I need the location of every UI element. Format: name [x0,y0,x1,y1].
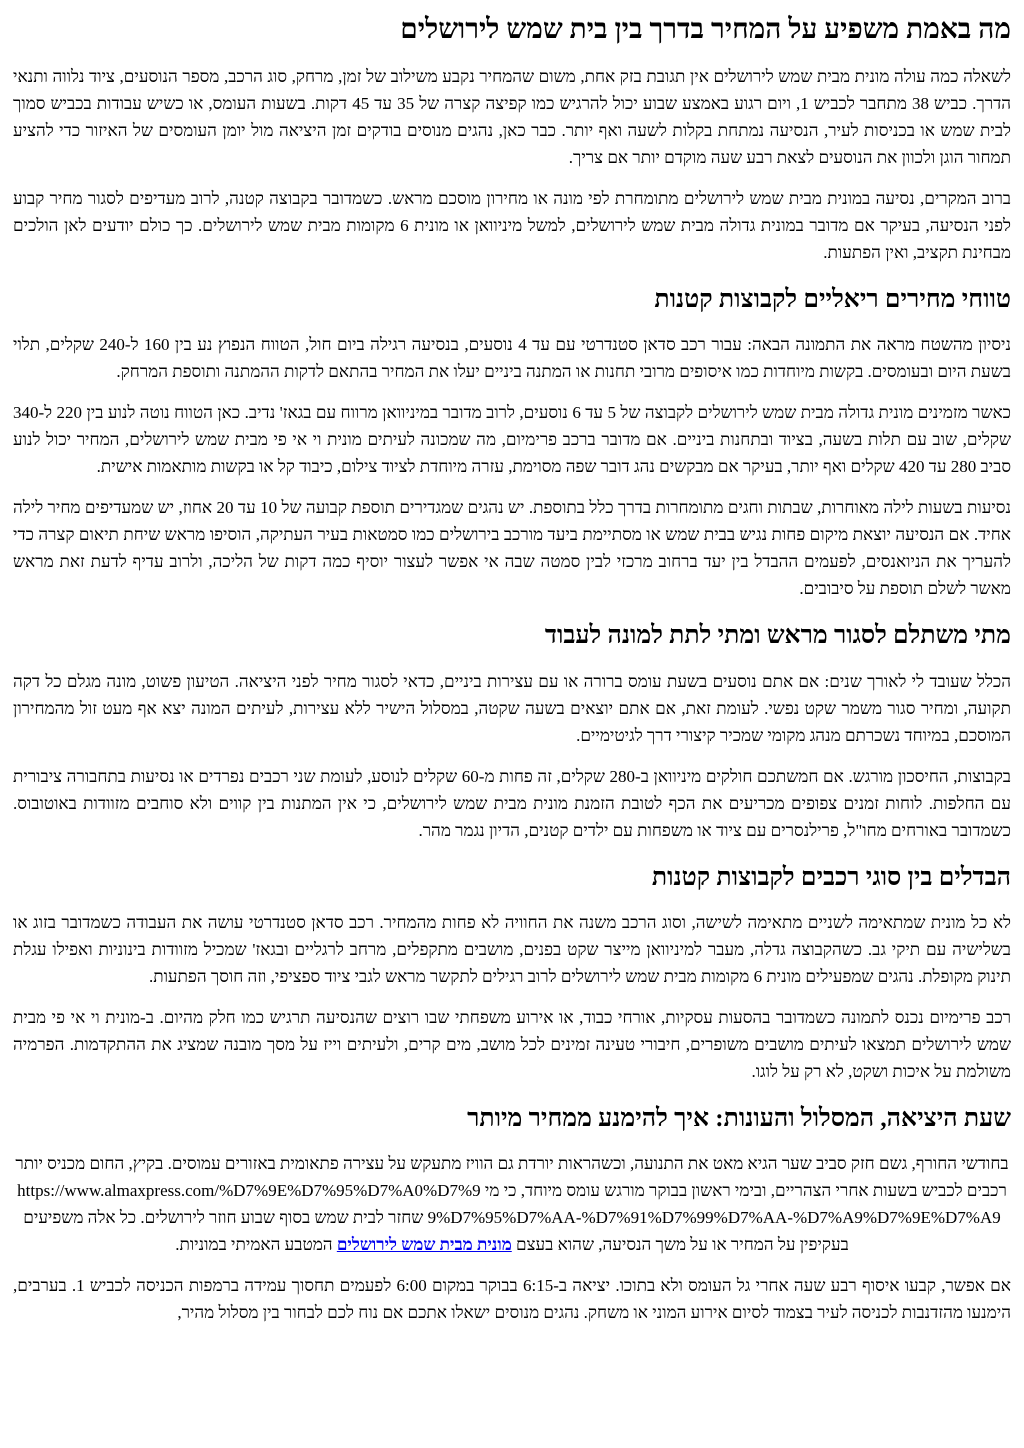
fixed-price-rule-paragraph: הכלל שעובד לי לאורך שנים: אם אתם נוסעים בשעת עומס ברורה או עם עצירות ביניים, כדאי לסגור מחיר לפני היציאה. הטיעון פשוט, מונה מגלם כל דקה תקועה, ומחיר סגור משמר שקט נפשי. לעומת זאת, אם אתם יוצאים בשעה שקטה, במסלול הישיר ללא עצירות, לעיתים המונה יצא אף מעט זול מהמחירון המוסכם, במיוחד נשכרתם מנהג מקומי שמכיר קיצורי דרך לגיטימיים. [13,671,1011,745]
premium-vehicle-paragraph: רכב פרימיום נכנס לתמונה כשמדובר בהסעות עסקיות, אורחי כבוד, או אירוע משפחתי שבו רוצים שהנסיעה תרגיש כמו חלק מהיום. ב-מונית וי אי פי מבית שמש לירושלים תמצאו לעיתים מושבים משופרים, חיבורי טעינה זמינים לכל מושב, מים קרים, ולעיתים וייז על מסך מובנה שמציג את ההתקדמות. הפרמיה משולמת על איכות ושקט, לא רק על לוגו. [13,1007,1011,1081]
taxi-service-link[interactable]: מונית מבית שמש לירושלים [336,1235,512,1254]
closing-tips-paragraph: אם אפשר, קבעו איסוף רבע שעה אחרי גל העומס ולא בתוכו. יציאה ב-6:15 בבוקר במקום 6:00 לפעמים תחסוך עמידה ברמפות הכניסה לכביש 1. בערבים, הימנעו מהזדנבות לכניסה לעיר בצמוד לסיום אירוע המוני או משחק. נהגים מנוסים ישאלו אתכם אם נוח לכם לבחור בין מסלול מהיר, [13,1276,1011,1322]
group-savings-paragraph: בקבוצות, החיסכון מורגש. אם חמשתכם חולקים מיניוואן ב-280 שקלים, זה פחות מ-60 שקלים לנוסע, לעומת שני רכבים נפרדים או נסיעות בתחבורה ציבורית עם החלפות. לוחות זמנים צפופים מכריעים את הכף לטובת הזמנת מונית מבית שמש לירושלים, כי אין המתנות בין קווים ולא סוחבים מזוודות באוטובוס. כשמדובר באורחים מחו"ל, פרילנסרים עם ציוד או משפחות עם ילדים קטנים, הדיון נגמר מהר. [13,766,1011,840]
seasonal-traffic-paragraph [13,1150,1011,1258]
external-url-text: https://www.almaxpress.com/%D7%9E%D7%95%D7%A0%D7%99%D7%95%D7%AA-%D7%91%D7%99%D7%AA-%D7%A9%D7%9E%D7%A9 [17,1181,1001,1227]
seasonal-text-after-link: המטבע האמיתי במוניות. [175,1235,333,1254]
heading-departure-timing: שעת היציאה, המסלול והעונות: איך להימנע ממחיר מיותר [467,1104,1011,1132]
minivan-price-paragraph: כאשר מזמינים מונית גדולה מבית שמש לירושלים לקבוצה של 5 עד 6 נוסעים, לרוב מדובר במיניוואן מרווח עם בגאז' נדיב. כאן הטווח נוטה לנוע בין 220 ל-340 שקלים, שוב עם תלות בשעה, בציוד ובתחנות ביניים. אם מדובר ברכב פרימיום, מה שמכונה לעיתים מונית וי אי פי מבית שמש לירושלים, המחיר יכול לנוע סביב 280 עד 420 שקלים ואף יותר, בעיקר אם מבקשים נהג דובר שפה מסוימת, עזרה מיוחדת לציוד צילום, כיבוד קל או בקשות מותאמות אישית. [13,403,1011,477]
pricing-method-paragraph: ברוב המקרים, נסיעה במונית מבית שמש לירושלים מתומחרת לפי מונה או מחירון מוסכם מראש. כשמדובר בקבוצה קטנה, לרוב מעדיפים לסגור מחיר קבוע לפני הנסיעה, בעיקר אם מדובר במונית גדולה מבית שמש לירושלים, למשל מיניוואן או מונית 6 מקומות מבית שמש לירושלים. כך כולם יודעים לאן הולכים מבחינת תקציב, ואין הפתעות. [13,189,1011,262]
seasonal-text-after-url: שחזר לבית שמש בסוף שבוע חוזר לירושלים. כל אלה משפיעים בעקיפין על המחיר או על משך הנסיעה, שהוא בעצם [23,1208,849,1254]
night-surcharge-paragraph: נסיעות בשעות לילה מאוחרות, שבתות וחגים מתומחרות בדרך כלל בתוספת. יש נהגים שמגדירים תוספת קבועה של 10 עד 20 אחוז, יש שמעדיפים מחיר לילה אחיד. אם הנסיעה יוצאת מיקום פחות נגיש בבית שמש או מסתיימת ביעד מורכב בירושלים כמו סמטאות בעיר העתיקה, הוסיפו מראש שיחת תיאום קצרה כדי להעריך את הניואנסים, לפעמים ההבדל בין יעד ברחוב מרכזי לבין סמטה שבה אי אפשר לעצור יוסיף כמה דקות של הליכה, ולרוב עדיף לדעת זאת מראש מאשר לשלם תוספת על סיבובים. [13,498,1011,599]
intro-paragraph: לשאלה כמה עולה מונית מבית שמש לירושלים אין תגובת בזק אחת, משום שהמחיר נקבע משילוב של זמן, מרחק, סוג הרכב, מספר הנוסעים, ציוד נלווה ותנאי הדרך. כביש 38 מתחבר לכביש 1, ויום רגוע באמצע שבוע יכול להרגיש כמו קפיצה קצרה של 35 עד 45 דקות. בשעות העומס, או כשיש עבודות בכביש סמוך לבית שמש או בכניסות לעיר, הנסיעה נמתחת בקלות לשעה ואף יותר. כבר כאן, נהגים מנוסים בודקים זמן היציאה מול יומן העומסים של האיזור כדי להציע תמחור הוגן ולכוון את הנוסעים לצאת רבע שעה מוקדם יותר אם צריך. [13,67,1012,167]
heading-fixed-vs-meter: מתי משתלם לסגור מראש ומתי לתת למונה לעבוד [544,622,1011,650]
vehicle-comparison-paragraph: לא כל מונית שמתאימה לשניים מתאימה לשישה, וסוג הרכב משנה את החוויה לא פחות מהמחיר. רכב סדאן סטנדרטי עושה את העבודה כשמדובר בזוג או בשלישיה עם תיקי גב. כשהקבוצה גדלה, מעבר למיניוואן מייצר שקט בפנים, מושבים מתקפלים, מרחב לרגליים ובגאז' שמכיל מזוודות בינוניות ואפילו עגלת תינוק מקופלת. נהגים שמפעילים מונית 6 מקומות מבית שמש לירושלים לרוב רגילים לתקשר מראש לגבי ציוד ספציפי, וזה חוסך הפתעות. [13,912,1011,986]
heading-vehicle-types: הבדלים בין סוגי רכבים לקבוצות קטנות [651,863,1011,891]
sedan-price-paragraph: ניסיון מהשטח מראה את התמונה הבאה: עבור רכב סדאן סטנדרטי עם עד 4 נוסעים, בנסיעה רגילה ביום חול, הטווח הנפוץ נע בין 160 ל-240 שקלים, תלוי בשעת היום ובעומסים. בקשות מיוחדות כמו איסופים מרובי תחנות או המתנה ביניים יעלו את המחיר בהתאם לדקות ההמתנה ותוספת המרחק. [13,335,1011,382]
article [13,12,1011,1326]
heading-price-ranges: טווחי מחירים ריאליים לקבוצות קטנות [654,286,1011,313]
seasonal-text-before-url: בחודשי החורף, גשם חזק סביב שער הגיא מאט את התנועה, וכשהראות יורדת גם הוויז מתעקש על עצירה פתאומית באזורים עמוסים. בקיץ, החום מכניס יותר רכבים לכביש בשעות אחרי הצהריים, ובימי ראשון בבוקר מורגש עומס מיוחד, כי מי [15,1154,1009,1200]
article-title: מה באמת משפיע על המחיר בדרך בין בית שמש לירושלים [400,14,1011,45]
